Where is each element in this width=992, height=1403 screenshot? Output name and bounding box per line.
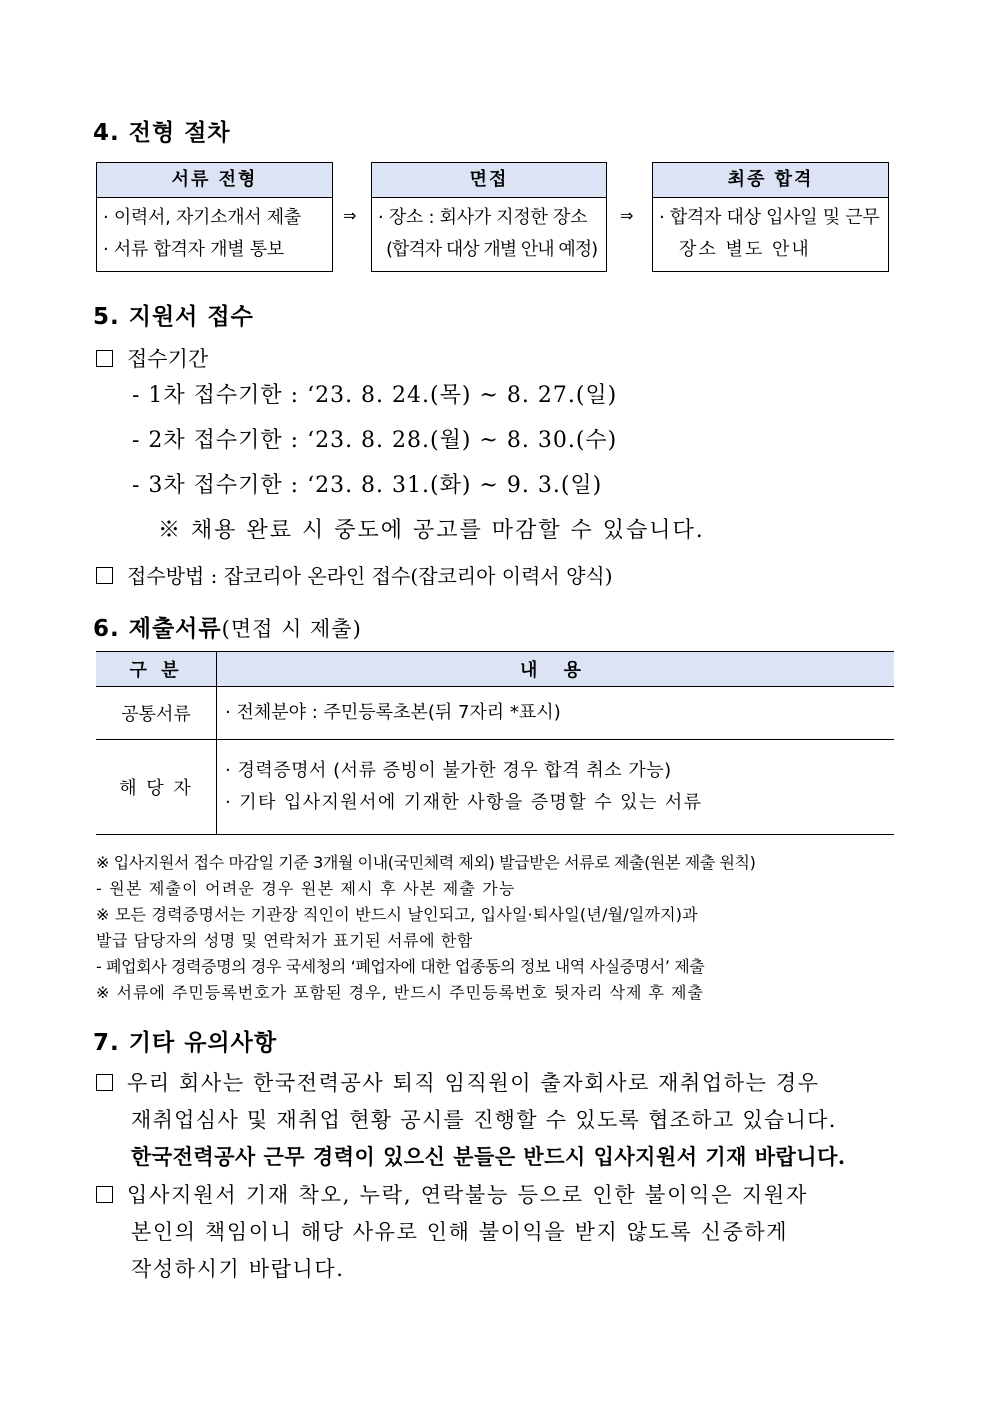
checkbox-icon bbox=[96, 350, 113, 367]
process-step-header: 최종 합격 bbox=[653, 163, 888, 198]
checkbox-icon bbox=[96, 567, 113, 584]
period-1: - 1차 접수기한 : ‘23. 8. 24.(목) ~ 8. 27.(일) bbox=[132, 383, 618, 408]
method-text: 접수방법 : 잡코리아 온라인 접수(잡코리아 이력서 양식) bbox=[127, 564, 613, 588]
note-line: ※ 서류에 주민등록번호가 포함된 경우, 반드시 주민등록번호 뒷자리 삭제 후 제출 bbox=[96, 983, 704, 1002]
note-item-line: 본인의 책임이니 해당 사유로 인해 불이익을 받지 않도록 신중하게 bbox=[131, 1220, 789, 1244]
period-3: - 3차 접수기한 : ‘23. 8. 31.(화) ~ 9. 3.(일) bbox=[132, 473, 603, 498]
section-5-title: 5. 지원서 접수 bbox=[93, 304, 254, 330]
table-row-item: · 경력증명서 (서류 증빙이 불가한 경우 합격 취소 가능) bbox=[225, 760, 672, 781]
process-step-line: 장소 별도 안내 bbox=[679, 239, 811, 260]
table-header-row bbox=[96, 652, 894, 687]
note-line: - 원본 제출이 어려운 경우 원본 제시 후 사본 제출 가능 bbox=[96, 879, 516, 898]
note-item-line: 재취업심사 및 재취업 현황 공시를 진행할 수 있도록 협조하고 있습니다. bbox=[131, 1108, 837, 1132]
note-item-line-emphasis: 한국전력공사 근무 경력이 있으신 분들은 반드시 입사지원서 기재 바랍니다. bbox=[131, 1144, 846, 1169]
process-step-final bbox=[652, 162, 889, 272]
period-label: 접수기간 bbox=[127, 347, 209, 371]
process-step-line: · 합격자 대상 입사일 및 근무 bbox=[659, 207, 880, 228]
note-item-line: 우리 회사는 한국전력공사 퇴직 임직원이 출자회사로 재취업하는 경우 bbox=[127, 1071, 820, 1095]
table-row-label: 공통서류 bbox=[96, 687, 217, 740]
checkbox-icon bbox=[96, 1186, 113, 1203]
process-step-line: · 이력서, 자기소개서 제출 bbox=[103, 207, 301, 228]
section-6-title-main: 6. 제출서류 bbox=[93, 616, 222, 642]
process-step-header: 서류 전형 bbox=[97, 163, 332, 198]
note-line: - 폐업회사 경력증명의 경우 국세청의 ‘폐업자에 대한 업종동의 정보 내역 사실증명서’ 제출 bbox=[96, 957, 705, 976]
process-step-documents bbox=[96, 162, 333, 272]
process-step-line: (합격자 대상 개별 안내 예정) bbox=[386, 239, 598, 260]
note-line: ※ 모든 경력증명서는 기관장 직인이 반드시 날인되고, 입사일·퇴사일(년/월/일까지)과 bbox=[96, 905, 698, 924]
method-row bbox=[96, 560, 613, 589]
process-step-line: · 장소 : 회사가 지정한 장소 bbox=[378, 207, 588, 228]
period-2: - 2차 접수기한 : ‘23. 8. 28.(월) ~ 8. 30.(수) bbox=[132, 428, 618, 453]
table-row-item: · 전체분야 : 주민등록초본(뒤 7자리 *표시) bbox=[217, 687, 895, 740]
process-step-interview bbox=[371, 162, 607, 272]
note-item-line: 작성하시기 바랍니다. bbox=[131, 1257, 345, 1281]
section-7-title: 7. 기타 유의사항 bbox=[93, 1030, 278, 1056]
note-line: 발급 담당자의 성명 및 연락처가 표기된 서류에 한함 bbox=[96, 931, 473, 950]
section-4-title: 4. 전형 절차 bbox=[93, 120, 231, 146]
table-row bbox=[96, 687, 894, 740]
arrow-icon: ⇒ bbox=[343, 206, 357, 225]
table-row-label: 해 당 자 bbox=[96, 740, 217, 835]
table-header-category: 구 분 bbox=[96, 652, 217, 687]
section-6-title bbox=[93, 610, 362, 643]
arrow-icon: ⇒ bbox=[620, 206, 634, 225]
early-close-notice: ※ 채용 완료 시 중도에 공고를 마감할 수 있습니다. bbox=[158, 518, 705, 543]
period-label-row bbox=[96, 343, 208, 373]
process-step-line: · 서류 합격자 개별 통보 bbox=[103, 239, 284, 260]
note-line: ※ 입사지원서 접수 마감일 기준 3개월 이내(국민체력 제외) 발급받은 서류로 제출(원본 제출 원칙) bbox=[96, 853, 756, 872]
process-step-header: 면접 bbox=[372, 163, 606, 198]
note-item-2 bbox=[96, 1179, 808, 1209]
note-item-line: 입사지원서 기재 착오, 누락, 연락불능 등으로 인한 불이익은 지원자 bbox=[127, 1183, 809, 1207]
notes-block bbox=[96, 850, 755, 1006]
documents-table bbox=[96, 651, 894, 835]
section-6-title-sub: (면접 시 제출) bbox=[221, 617, 362, 641]
note-item-1 bbox=[96, 1067, 820, 1097]
table-row-item: · 기타 입사지원서에 기재한 사항을 증명할 수 있는 서류 bbox=[225, 792, 703, 813]
table-row-items bbox=[217, 740, 895, 835]
table-header-content: 내 용 bbox=[217, 652, 895, 687]
checkbox-icon bbox=[96, 1074, 113, 1091]
table-row bbox=[96, 740, 894, 835]
